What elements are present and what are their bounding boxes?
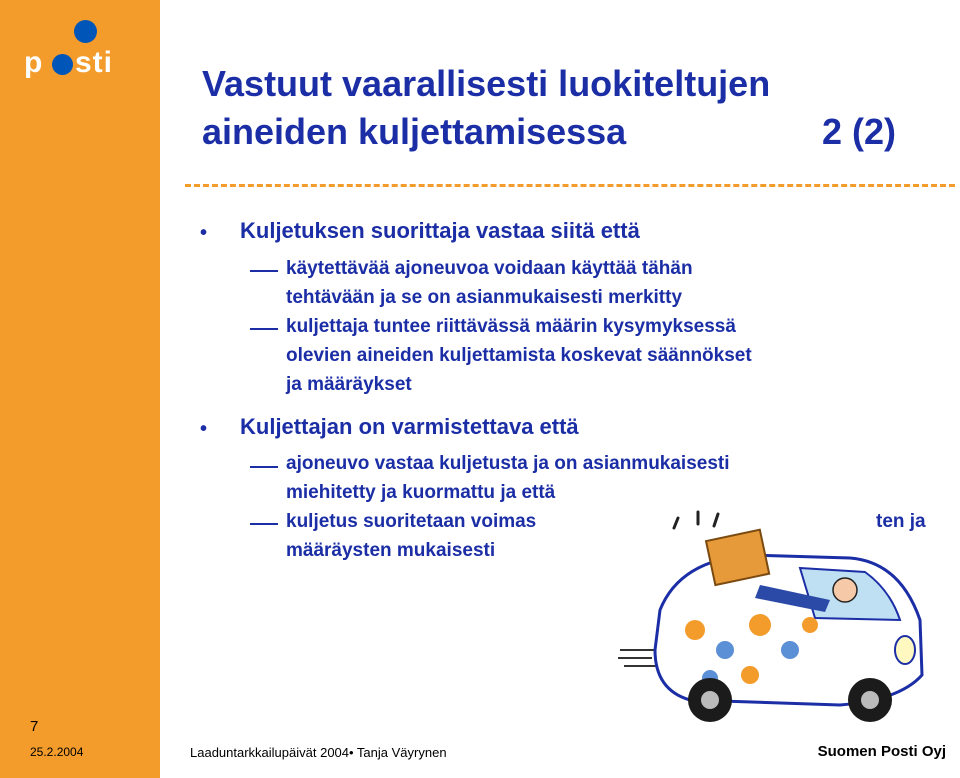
sidebar — [0, 0, 160, 778]
van-illustration — [600, 500, 940, 730]
footer-date: 25.2.2004 — [30, 745, 84, 759]
bullet-1-text: Kuljetuksen suorittaja vastaa siitä että — [240, 218, 640, 243]
logo-dot — [74, 20, 97, 43]
slide-title — [202, 60, 922, 156]
bullet-1-sub-1-line-1: käytettävää ajoneuvoa voidaan käyttää tähän — [286, 258, 693, 279]
bullet-1-sub-2-line-1: kuljettaja tuntee riittävässä määrin kysymyksessä — [286, 316, 736, 337]
motion-lines-icon — [674, 512, 718, 528]
bullet-icon: • — [200, 418, 208, 440]
dash-icon — [250, 523, 278, 525]
bullet-1-sub-2-line-3: ja määräykset — [286, 374, 412, 395]
bullet-2-sub-1-line-1: ajoneuvo vastaa kuljetusta ja on asianmukaisesti — [286, 453, 730, 474]
bullet-2-sub-1-line-2: miehitetty ja kuormattu ja että — [286, 482, 556, 503]
bullet-2-text: Kuljettajan on varmistettava että — [240, 414, 579, 439]
title-line-2: aineiden kuljettamisessa — [202, 111, 627, 152]
bullet-1-sub-1-line-2: tehtävään ja se on asianmukaisesti merkitty — [286, 287, 683, 308]
logo-p: p — [24, 46, 43, 79]
title-line-1: Vastuut vaarallisesti luokiteltujen — [202, 63, 771, 104]
bullet-2-sub-2-line-1: kuljetus suoritetaan voimas — [286, 511, 537, 532]
title-divider — [185, 184, 955, 187]
dash-icon — [250, 328, 278, 330]
exhaust-lines-icon — [618, 650, 658, 666]
logo-sti: sti — [75, 46, 114, 79]
dash-icon — [250, 270, 278, 272]
bullet-2-sub-2-line-2: määräysten mukaisesti — [286, 540, 496, 561]
dash-icon — [250, 466, 278, 468]
logo-o-circle — [52, 54, 73, 75]
slide-number: 7 — [30, 718, 39, 735]
bullet-2-sub-2-hidden-fragment: ten ja — [876, 511, 926, 532]
posti-logo — [18, 20, 138, 80]
footer-company: Suomen Posti Oyj — [817, 743, 946, 760]
bullet-1-sub-2-line-2: olevien aineiden kuljettamista koskevat säännökset — [286, 345, 752, 366]
title-page-indicator: 2 (2) — [822, 111, 897, 152]
footer-event: Laaduntarkkailupäivät 2004• Tanja Väyrynen — [190, 745, 447, 760]
bullet-icon: • — [200, 222, 208, 244]
